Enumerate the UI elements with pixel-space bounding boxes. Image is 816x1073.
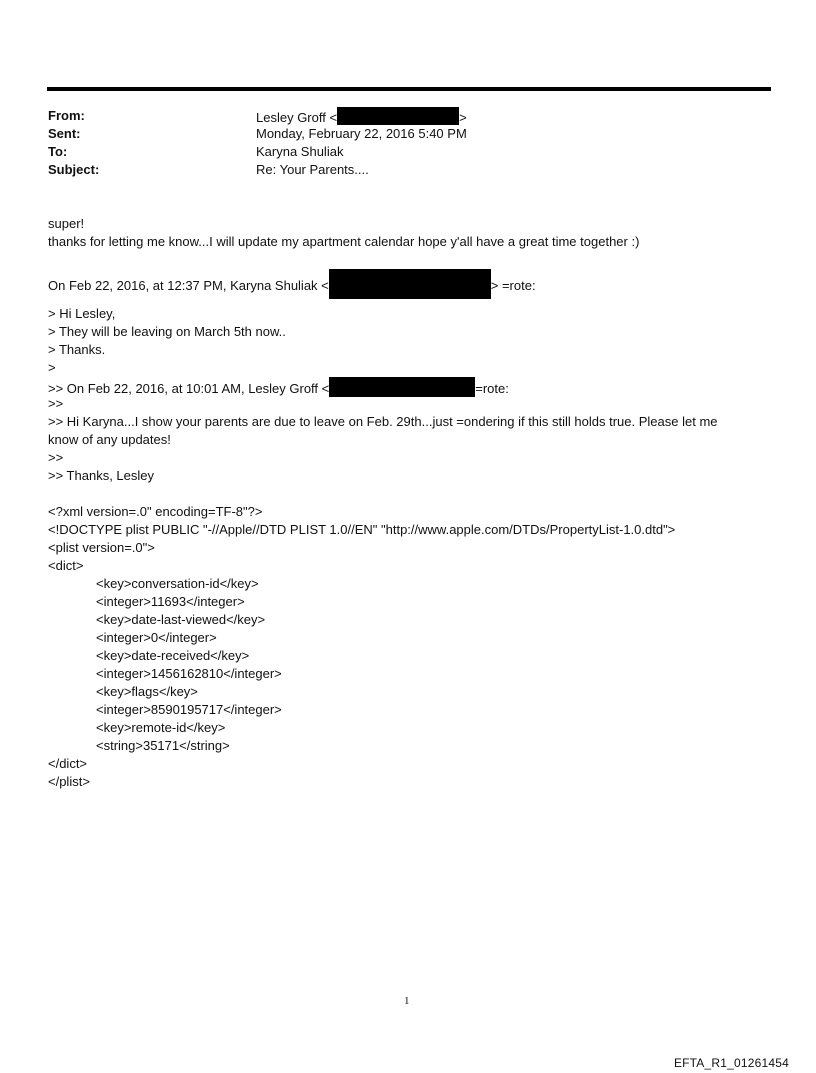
header-rule [47, 87, 771, 91]
plist-line: <?xml version=.0" encoding=TF-8"?> [48, 504, 263, 519]
from-label: From: [48, 108, 85, 123]
plist-line: <integer>11693</integer> [96, 594, 245, 609]
plist-line: <plist version=.0"> [48, 540, 155, 555]
plist-line: <integer>0</integer> [96, 630, 217, 645]
sent-label: Sent: [48, 126, 81, 141]
plist-line: </plist> [48, 774, 90, 789]
plist-line: <dict> [48, 558, 84, 573]
quoted-line: >> Thanks, Lesley [48, 468, 154, 483]
plist-line: <!DOCTYPE plist PUBLIC "-//Apple//DTD PLIST 1.0//EN" "http://www.apple.com/DTDs/PropertyList-1.0.dtd"> [48, 522, 676, 537]
subject-value: Re: Your Parents.... [256, 162, 369, 177]
redaction-box [337, 107, 459, 125]
plist-line: </dict> [48, 756, 88, 771]
bates-number: EFTA_R1_01261454 [673, 1056, 789, 1070]
plist-line: <key>date-received</key> [96, 648, 250, 663]
to-label: To: [48, 144, 68, 159]
redaction-box [329, 269, 491, 299]
quoted-line: > They will be leaving on March 5th now.. [48, 324, 286, 339]
body-line: thanks for letting me know...I will update my apartment calendar hope y'all have a great time together :) [48, 234, 640, 249]
quoted-line: know of any updates! [48, 432, 171, 447]
plist-line: <key>conversation-id</key> [96, 576, 259, 591]
from-value: Lesley Groff < > [256, 107, 467, 127]
plist-line: <key>date-last-viewed</key> [96, 612, 266, 627]
sent-value: Monday, February 22, 2016 5:40 PM [256, 126, 467, 141]
plist-line: <integer>8590195717</integer> [96, 702, 282, 717]
page-number: 1 [404, 995, 410, 1007]
body-line: super! [48, 216, 85, 231]
plist-line: <string>35171</string> [96, 738, 230, 753]
quoted-line: >> [48, 450, 64, 465]
redaction-box [329, 377, 475, 397]
quoted-line: > Thanks. [48, 342, 106, 357]
quoted-line: > [48, 360, 56, 375]
quoted-line: >> On Feb 22, 2016, at 10:01 AM, Lesley Groff < =rote: [48, 377, 509, 398]
to-value: Karyna Shuliak [256, 144, 344, 159]
quoted-line: >> [48, 396, 64, 411]
quote-intro: On Feb 22, 2016, at 12:37 PM, Karyna Shuliak < > =rote: [48, 269, 536, 299]
plist-line: <key>remote-id</key> [96, 720, 226, 735]
plist-line: <integer>1456162810</integer> [96, 666, 282, 681]
plist-line: <key>flags</key> [96, 684, 198, 699]
quoted-line: > Hi Lesley, [48, 306, 116, 321]
quoted-line: >> Hi Karyna...I show your parents are due to leave on Feb. 29th...just =ondering if this still holds true. Please let me [48, 414, 718, 429]
subject-label: Subject: [48, 162, 100, 177]
